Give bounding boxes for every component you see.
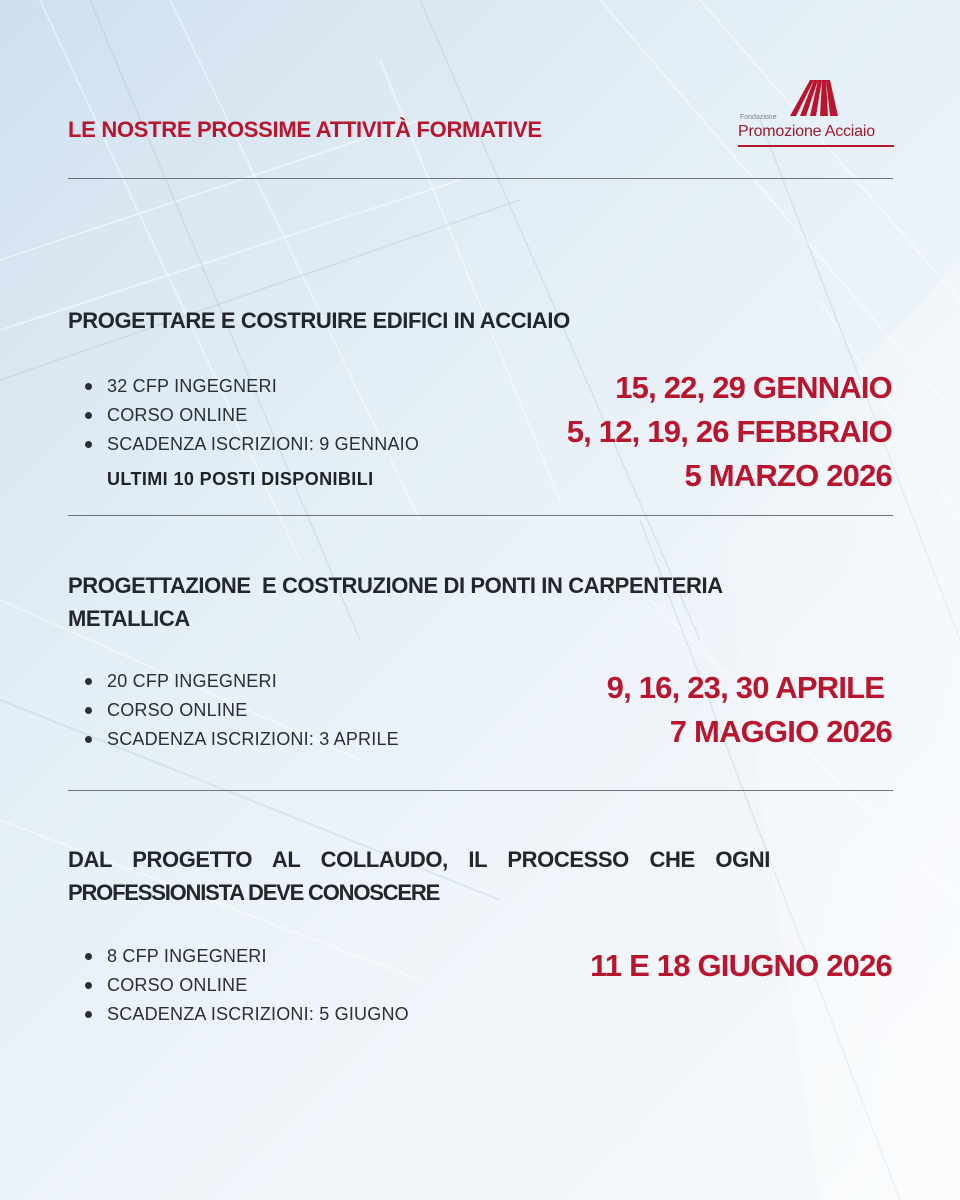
course-title-line: METALLICA <box>68 606 190 631</box>
divider <box>68 790 893 791</box>
list-item: 8 CFP INGEGNERI <box>84 942 409 971</box>
list-item: 20 CFP INGEGNERI <box>84 667 399 696</box>
divider <box>68 515 893 516</box>
course-dates <box>607 666 892 754</box>
date-line: 7 MAGGIO 2026 <box>669 714 892 749</box>
list-item: 32 CFP INGEGNERI <box>84 372 419 401</box>
course-title <box>68 843 770 909</box>
divider <box>68 178 893 179</box>
steel-beams-logo-icon <box>788 76 840 116</box>
page-title: LE NOSTRE PROSSIME ATTIVITÀ FORMATIVE <box>68 117 542 142</box>
course-details-list <box>84 942 409 1029</box>
list-item: SCADENZA ISCRIZIONI: 9 GENNAIO <box>84 430 419 459</box>
list-item: CORSO ONLINE <box>84 971 409 1000</box>
course-title <box>68 569 828 635</box>
date-line: 9, 16, 23, 30 APRILE <box>606 670 892 705</box>
list-item: SCADENZA ISCRIZIONI: 5 GIUGNO <box>84 1000 409 1029</box>
list-item: CORSO ONLINE <box>84 401 419 430</box>
logo-underline <box>738 145 894 147</box>
course-title: PROGETTARE E COSTRUIRE EDIFICI IN ACCIAIO <box>68 308 570 333</box>
logo-small-text: Fondazione <box>740 114 777 121</box>
date-line: 5 MARZO 2026 <box>684 458 892 493</box>
date-line: 11 E 18 GIUGNO 2026 <box>590 948 892 983</box>
course-title-line: PROFESSIONISTA DEVE CONOSCERE <box>68 880 440 905</box>
course-details-list <box>84 372 419 459</box>
logo-text: Promozione Acciaio <box>738 123 875 140</box>
course-dates <box>590 944 892 988</box>
availability-note: ULTIMI 10 POSTI DISPONIBILI <box>107 469 374 489</box>
course-title-line: PROGETTAZIONE E COSTRUZIONE DI PONTI IN CARPENTERIA <box>68 573 723 598</box>
course-details-list <box>84 667 399 754</box>
course-dates <box>567 366 892 498</box>
logo <box>738 76 894 152</box>
list-item: CORSO ONLINE <box>84 696 399 725</box>
list-item: SCADENZA ISCRIZIONI: 3 APRILE <box>84 725 399 754</box>
course-title-line: DAL PROGETTO AL COLLAUDO, IL PROCESSO CHE OGNI <box>68 847 770 872</box>
date-line: 15, 22, 29 GENNAIO <box>615 370 892 405</box>
date-line: 5, 12, 19, 26 FEBBRAIO <box>566 414 892 449</box>
